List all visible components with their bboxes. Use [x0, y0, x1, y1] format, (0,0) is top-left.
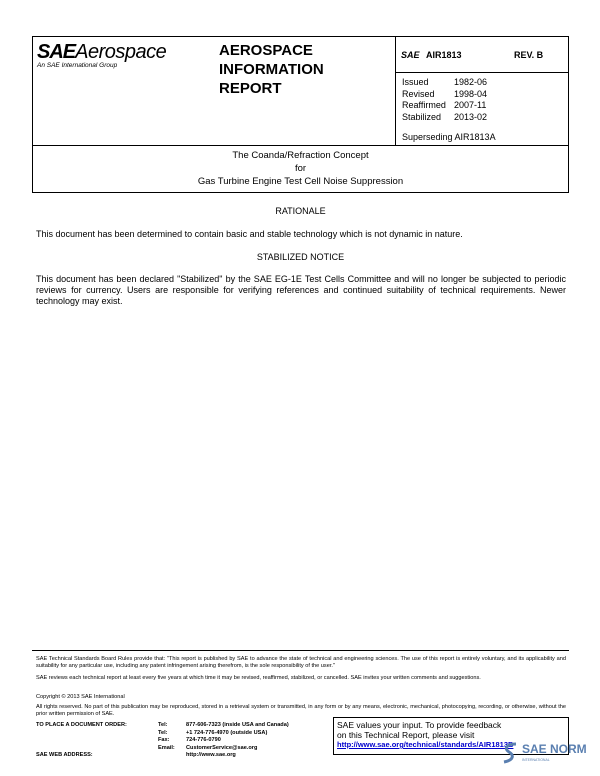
contact-key: Tel: — [158, 729, 168, 736]
date-list — [402, 77, 487, 123]
feedback-line1: SAE values your input. To provide feedback — [337, 720, 502, 730]
watermark-sub: INTERNATIONAL — [522, 758, 550, 762]
date-label: Stabilized — [402, 111, 442, 122]
footer-rules-text: SAE Technical Standards Board Rules provide that: "This report is published by SAE to advance the state of technical and engineering sciences. The use of this report is entirely voluntary, and its applicability and suitability for any particular use, including any patent infringement arising therefrom, is the sole responsibility of the user." — [36, 656, 566, 669]
date-value: 2013-02 — [454, 111, 488, 122]
title-line1: The Coanda/Refraction Concept — [232, 150, 369, 161]
contact-label: TO PLACE A DOCUMENT ORDER: — [36, 722, 127, 728]
contact-row — [36, 737, 289, 745]
contact-row — [36, 752, 289, 760]
date-value: 1982-06 — [454, 77, 488, 87]
contact-key: Fax: — [158, 737, 170, 743]
rationale-heading: RATIONALE — [275, 206, 326, 216]
contact-row — [36, 722, 289, 730]
date-value: 2007-11 — [454, 100, 487, 110]
contact-value: http://www.sae.org — [186, 752, 236, 758]
contact-row — [36, 745, 289, 753]
title-line2: for — [294, 163, 307, 174]
logo-sae: SAE — [37, 41, 76, 63]
document-header — [32, 36, 569, 146]
logo-aerospace: Aerospace — [75, 41, 167, 63]
date-label: Issued — [402, 77, 429, 87]
rationale-text: This document has been determined to contain basic and stable technology which is not dynamic in nature. — [36, 229, 463, 239]
contact-value: CustomerService@sae.org — [186, 744, 258, 751]
watermark-logo-icon — [500, 740, 522, 766]
date-row — [402, 77, 487, 89]
doc-type-line3: REPORT — [219, 80, 282, 97]
contact-row — [36, 730, 289, 738]
watermark-text: SAE NORM — [522, 742, 587, 756]
date-label: Reaffirmed — [402, 100, 446, 110]
stabilized-text: This document has been declared "Stabilized" by the SAE EG-1E Test Cells Committee and will no longer be subjected to periodic reviews for currency. Users are responsible for verifying references and continued suitability of technical requirements. Newer technology may exist. — [36, 274, 566, 306]
date-row — [402, 112, 487, 124]
contact-label — [36, 737, 158, 745]
date-label: Revised — [402, 88, 435, 99]
title-line3: Gas Turbine Engine Test Cell Noise Suppression — [197, 176, 404, 187]
date-row — [402, 100, 487, 112]
logo-group: An SAE International Group — [37, 62, 118, 69]
date-row — [402, 89, 487, 101]
footer-copyright: Copyright © 2013 SAE International — [36, 694, 125, 700]
contact-value: +1 724-776-4970 (outside USA) — [186, 729, 268, 736]
contact-label: SAE WEB ADDRESS: — [36, 752, 93, 758]
feedback-line2: on this Technical Report, please visit — [337, 730, 475, 740]
contact-value: 877-606-7323 (inside USA and Canada) — [186, 722, 289, 728]
contact-key — [158, 752, 186, 760]
header-left — [33, 37, 395, 145]
superseding-note: Superseding AIR1813A — [402, 132, 496, 142]
contact-value: 724-776-0790 — [186, 737, 221, 743]
footer-rights-text: All rights reserved. No part of this publication may be reproduced, stored in a retrieval system or transmitted, in any form or by any means, electronic, mechanical, photocopying, recording, or otherwise, without the prior written permission of SAE. — [36, 704, 566, 717]
sae-norm-watermark — [500, 740, 600, 770]
footer-review-text: SAE reviews each technical report at least every five years at which time it may be revised, reaffirmed, stabilized, or cancelled. SAE invites your written comments and suggestions. — [36, 675, 481, 681]
doc-type-line1: AEROSPACE — [219, 42, 313, 59]
document-number: AIR1813 — [426, 50, 462, 60]
contact-label — [36, 745, 158, 753]
document-title — [32, 146, 569, 193]
contact-label — [36, 730, 158, 738]
sae-aerospace-logo — [37, 41, 166, 69]
footer-divider — [32, 650, 569, 651]
doc-type-line2: INFORMATION — [219, 61, 324, 78]
contact-key: Email: — [158, 744, 175, 751]
header-right — [395, 37, 569, 145]
stabilized-heading: STABILIZED NOTICE — [256, 252, 345, 262]
document-type — [219, 41, 324, 98]
contact-list — [36, 722, 289, 760]
revision: REV. B — [514, 50, 544, 60]
doc-id-row — [396, 37, 569, 73]
date-value: 1998-04 — [454, 88, 488, 99]
feedback-link[interactable]: http://www.sae.org/technical/standards/AIR1813B — [337, 740, 514, 749]
sae-mark: SAE — [401, 50, 420, 60]
contact-key: Tel: — [158, 722, 168, 728]
